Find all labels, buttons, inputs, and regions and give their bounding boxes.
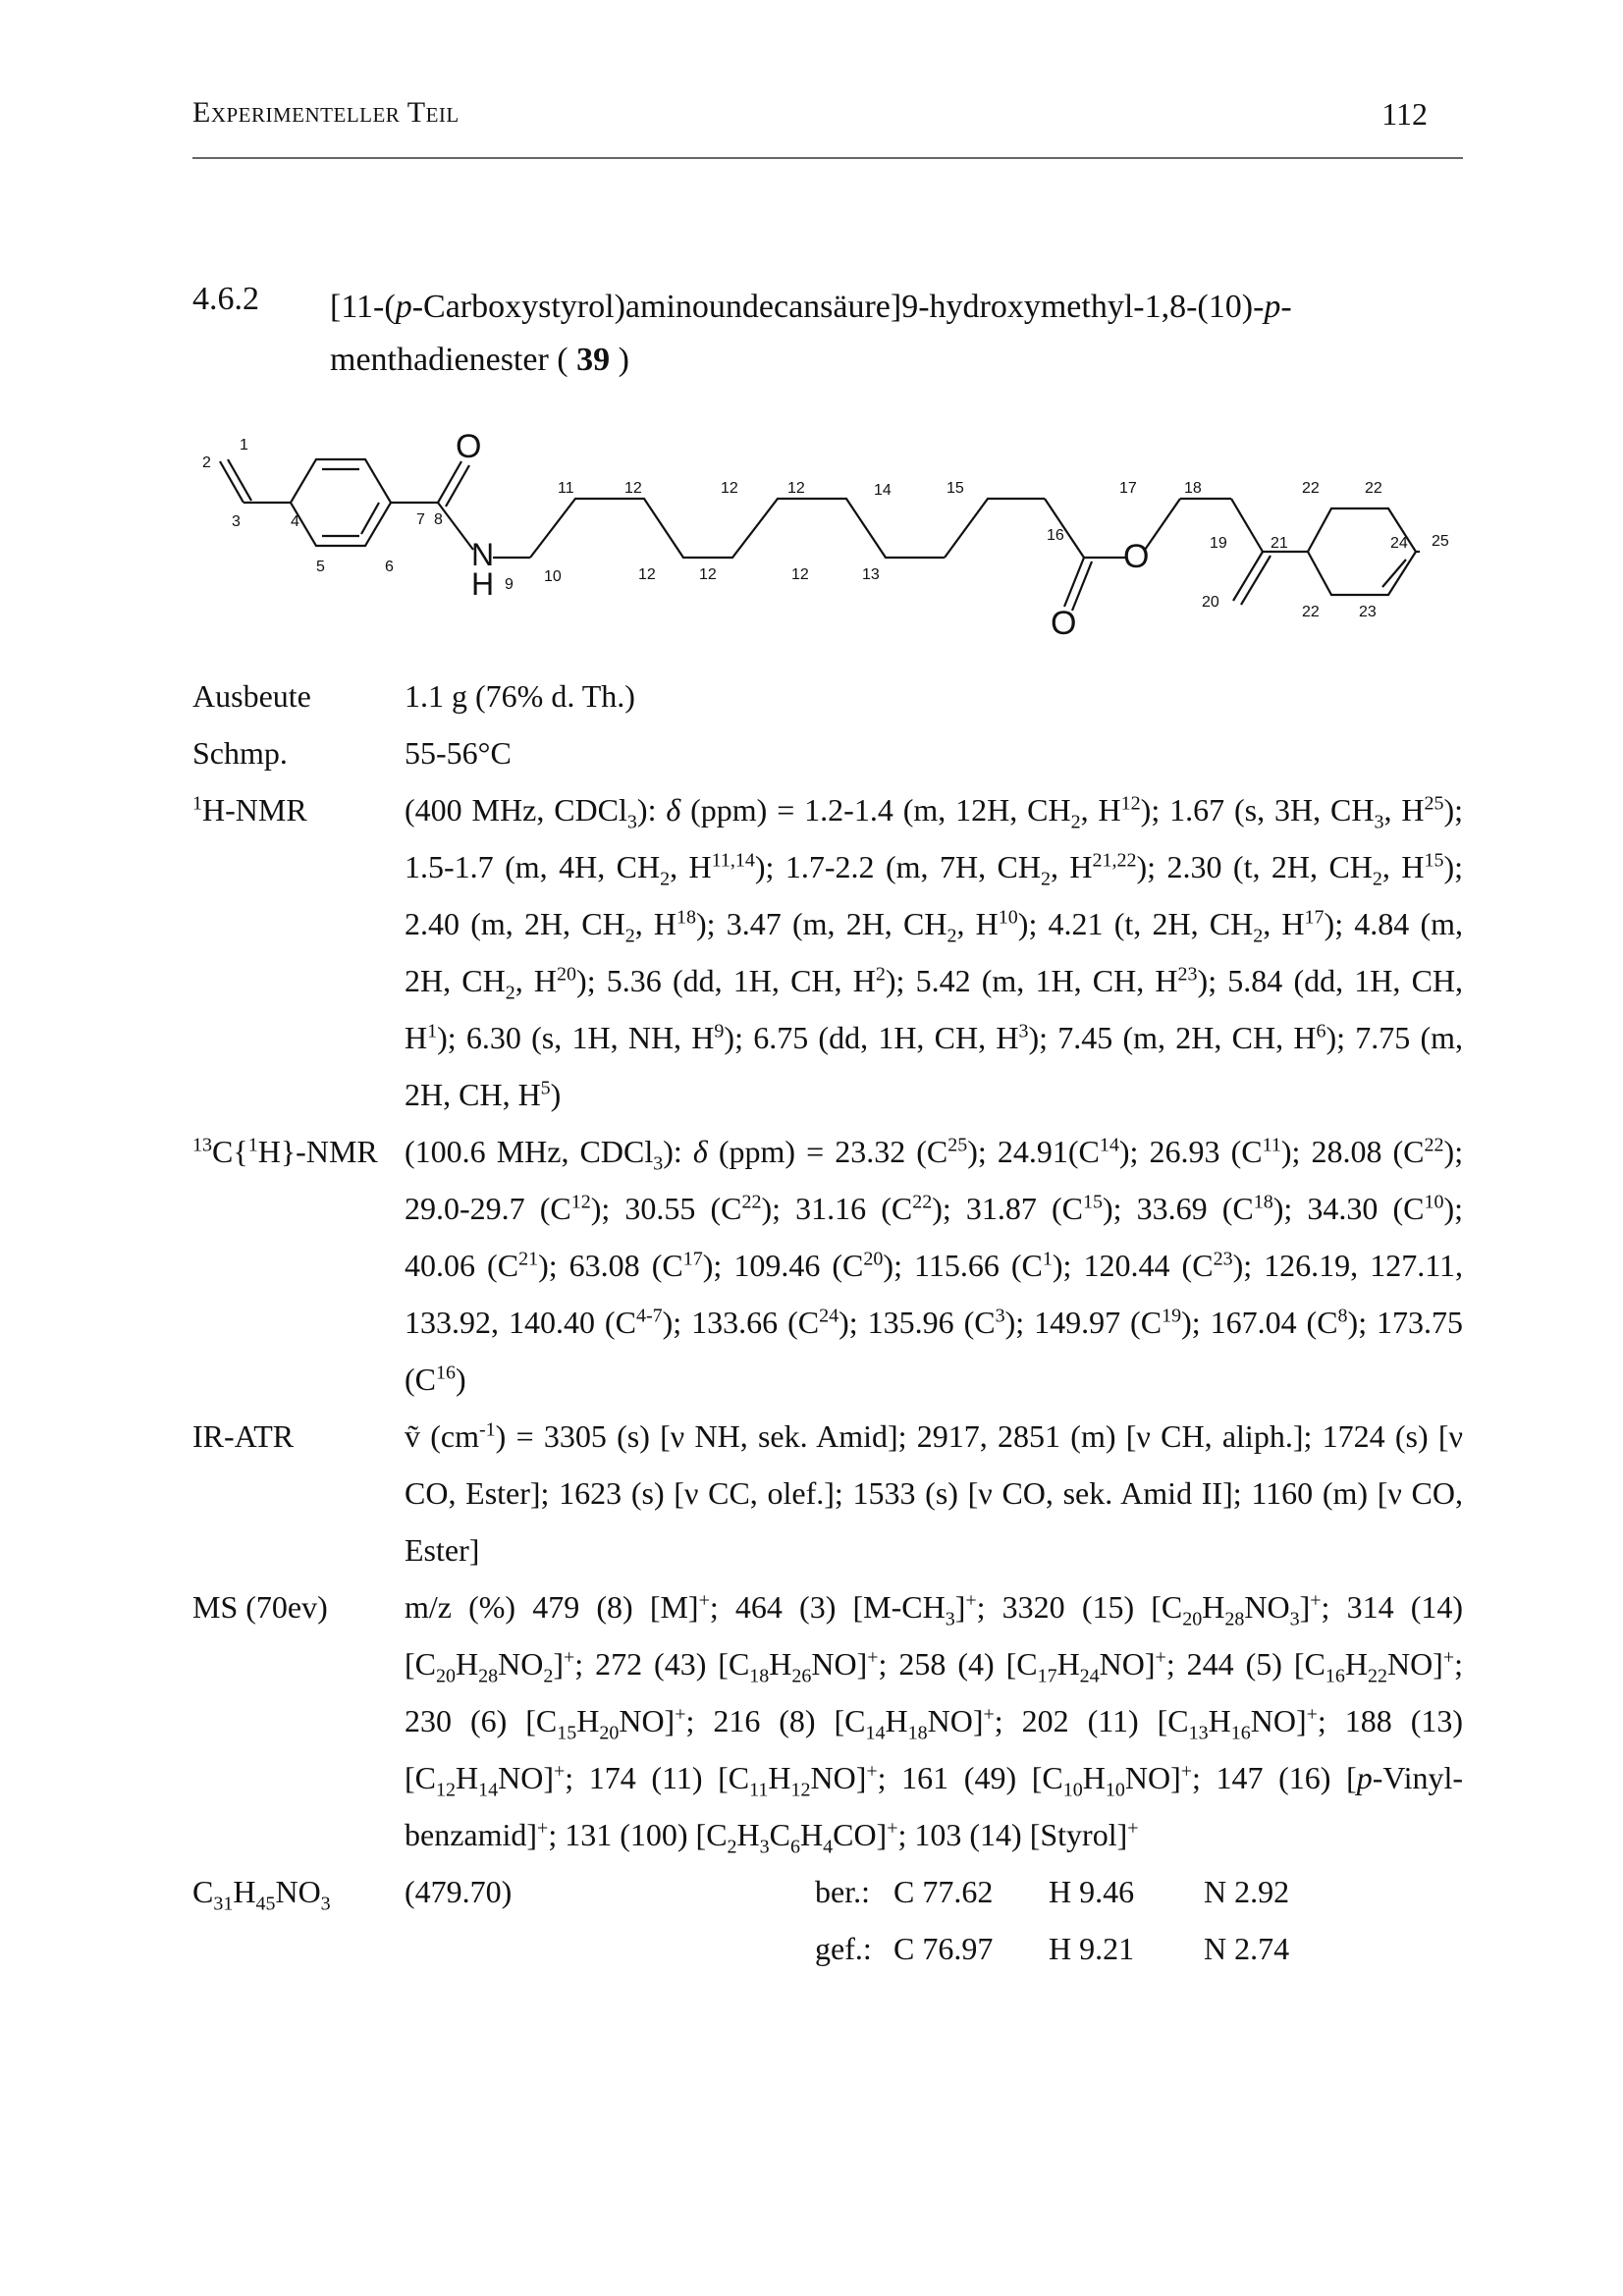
ir-value: ṽ $(cm^{-1}) = 3305$ (s) [ν NH, sek. Amid]; 2917, 2851 (m) [ν CH, aliph.]; 1724 (s) [ν CO, Ester]; 1623 (s) [ν CC, olef.]; 1533 (s) [ν CO, sek. Amid II]; 1160 (m) [ν CO, Ester] [405,1418,1464,1568]
calc-c: C 77.62 [893,1874,994,1909]
atom-numbers [202,437,1449,620]
cnmr-value: (100.6 MHz, CDCl$_3$): δ (ppm) = 23.32 $(C^{25})$; $24.91(C^{14})$; 26.93 $(C^{11})$; 28.08 $(C^{22})$; 29.0-29.7 $(C^{12})$; 30.55 $(C^{22})$; 31.16 $(C^{22})$; 31.87 $(C^{15})$; 33.69 $(C^{18})$; 34.30 $(C^{10})$; 40.06 $(C^{21})$; 63.08 $(C^{17})$; 109.46 $(C^{20})$; 115.66 $(C^1)$; 120.44 $(C^{23})$; 126.19, 127.11, 133.92, 140.40 $(C^{4-7})$; 133.66 $(C^{24})$; 135.96 $(C^3)$; 149.97 $(C^{19})$; 167.04 $(C^8)$; 173.75 $(C^{16})$ [405,1134,1464,1397]
svg-text:22: 22 [1302,480,1320,497]
header-title: Experimenteller Teil [192,96,460,129]
svg-text:12: 12 [721,480,738,497]
svg-text:12: 12 [791,566,809,583]
svg-text:2: 2 [202,454,211,471]
atom-label-N: N [471,537,495,572]
section-number: 4.6.2 [192,281,259,317]
compound-number: 39 [576,342,611,378]
found-label: gef.: [815,1931,872,1966]
elemental-calc-row [192,1863,1463,1920]
svg-text:25: 25 [1432,533,1449,550]
structure-diagram [192,428,1449,648]
svg-text:16: 16 [1047,527,1064,544]
atom-label-O2: O [1123,538,1150,575]
hnmr-value: (400 MHz, CDCl$_3$): δ (ppm) = 1.2-1.4 (m, 12H, $CH_2$, $H^{12}$); 1.67 (s, 3H, $CH_3$, $H^{25}$); 1.5-1.7 (m, 4H, $CH_2$, H$^{11,14}$); 1.7-2.2 (m, 7H, $CH_2$, H$^{21,22}$); 2.30 (t, 2H, $CH_2$, $H^{15}$); 2.40 (m, 2H, $CH_2$, $H^{18}$); 3.47 (m, 2H, $CH_2$, $H^{10}$); 4.21 (t, 2H, $CH_2$, $H^{17}$); 4.84 (m, 2H, $CH_2$, $H^{20}$); 5.36 (dd, 1H, CH, $H^2$); 5.42 (m, 1H, CH, $H^{23}$); 5.84 (dd, 1H, CH, $H^1$); 6.30 (s, 1H, NH, $H^9$); 6.75 (dd, 1H, CH, $H^3$); 7.45 (m, 2H, CH, $H^6$); 7.75 (m, 2H, CH, $H^5$) [405,792,1464,1112]
svg-text:20: 20 [1202,594,1219,611]
cnmr-row [192,1123,1463,1408]
ir-label: IR-ATR [192,1418,295,1454]
molecular-formula: $C_{31}H_{45}NO_3$ [192,1874,331,1915]
page-header [192,96,1463,159]
mp-row [192,724,1463,781]
svg-text:24: 24 [1390,535,1408,552]
calc-h: H 9.46 [1049,1874,1135,1909]
found-n: N 2.74 [1204,1931,1290,1966]
svg-text:4: 4 [291,513,299,530]
svg-text:5: 5 [316,559,325,575]
svg-text:18: 18 [1184,480,1202,497]
svg-text:9: 9 [505,576,514,593]
yield-label: Ausbeute [192,678,311,714]
atom-label-O1: O [456,428,482,465]
mp-value: 55-56°C [405,735,512,771]
svg-text:11: 11 [558,480,574,497]
page-number: 112 [1381,96,1428,132]
calc-label: ber.: [815,1874,870,1909]
svg-text:12: 12 [787,480,805,497]
svg-text:22: 22 [1365,480,1382,497]
yield-value: 1.1 g (76% d. Th.) [405,678,635,714]
cnmr-label: $^{13}$C{$^1$H}-NMR [192,1134,378,1169]
svg-text:23: 23 [1359,604,1377,620]
ir-row [192,1408,1463,1578]
hnmr-row [192,781,1463,1123]
svg-text:12: 12 [699,566,717,583]
atom-label-O3: O [1051,605,1077,642]
svg-text:14: 14 [874,482,892,499]
svg-text:15: 15 [947,480,964,497]
svg-text:1: 1 [240,437,248,454]
section-title: [11-(p-Carboxystyrol)aminoundecansäure]9-hydroxymethyl-1,8-(10)-p-menthadienester ( 39 ) [330,289,1292,378]
svg-text:12: 12 [624,480,642,497]
molecular-weight: (479.70) [405,1874,513,1909]
svg-text:12: 12 [638,566,656,583]
svg-text:6: 6 [385,559,394,575]
svg-text:3: 3 [232,513,241,530]
svg-text:10: 10 [544,568,562,585]
mp-label: Schmp. [192,735,288,771]
yield-row [192,667,1463,724]
svg-text:21: 21 [1271,535,1288,552]
svg-text:19: 19 [1210,535,1227,552]
characterization-data [192,667,1463,1977]
found-c: C 76.97 [893,1931,994,1966]
calc-n: N 2.92 [1204,1874,1290,1909]
ms-label: MS (70ev) [192,1589,328,1625]
elemental-found-row [192,1920,1463,1977]
svg-text:22: 22 [1302,604,1320,620]
svg-text:17: 17 [1119,480,1137,497]
ms-row [192,1578,1463,1863]
svg-text:8: 8 [434,511,443,528]
svg-text:13: 13 [862,566,880,583]
ms-value: m/z (%) 479 (8) [M]+; 464 (3) $[M-CH_3]^+$; 3320 (15) $[C_{20}H_{28}NO_3]^+$; 314 (14) $[C_{20}H_{28}NO_2]^+$; 272 (43) $[C_{18}H_{26}NO]^+$; 258 (4) $[C_{17}H_{24}NO]^+$; 244 (5) $[C_{16}H_{22}NO]^+$; 230 (6) $[C_{15}H_{20}NO]^+$; 216 (8) $[C_{14}H_{18}NO]^+$; 202 (11) $[C_{13}H_{16}NO]^+$; 188 (13) $[C_{12}H_{14}NO]^+$; 174 (11) $[C_{11}H_{12}NO]^+$; 161 (49) $[C_{10}H_{10}NO]^+$; 147 (16) [p-Vinyl-benzamid]+; 131 (100) $[C_2H_3C_6H_4CO]^+$; 103 (14) [Styrol]+ [405,1589,1464,1858]
found-h: H 9.21 [1049,1931,1135,1966]
hnmr-label: $^1$H-NMR [192,792,307,828]
svg-text:7: 7 [416,511,425,528]
atom-label-H: H [471,566,495,602]
